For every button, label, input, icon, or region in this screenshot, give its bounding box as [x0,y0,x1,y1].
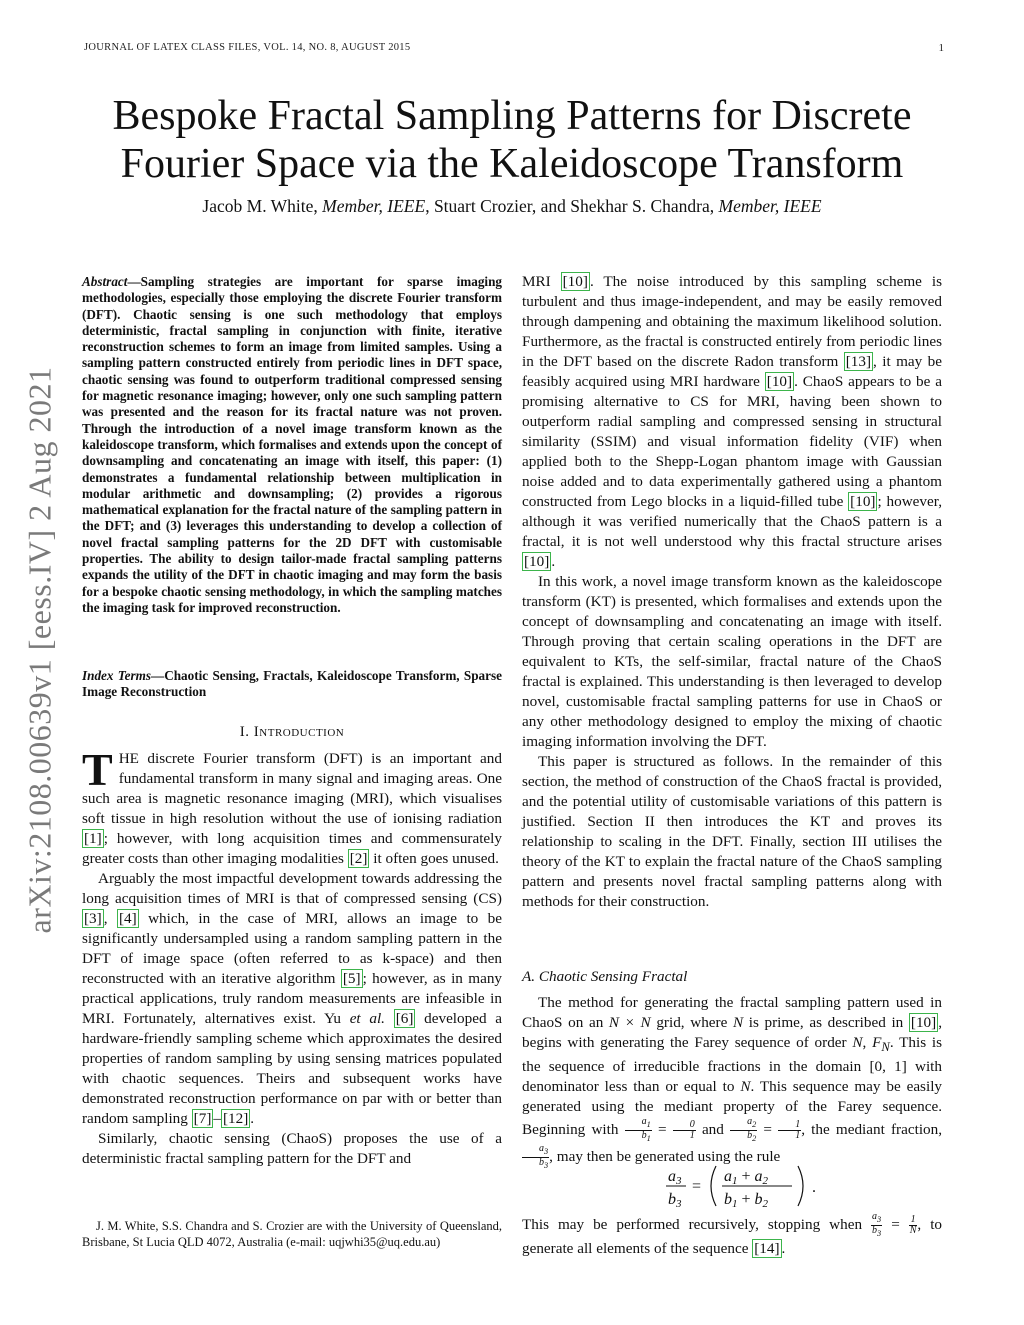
text: , [103,910,117,927]
subsection-heading: A. Chaotic Sensing Fractal [522,968,688,985]
index-terms-text: —Chaotic Sensing, Fractals, Kaleidoscope Transform, Sparse Image Reconstruction [82,668,502,700]
text: This may be performed recursively, stopping when [522,1215,872,1233]
text: with denominator less than or equal to [522,1058,942,1096]
arxiv-stamp [10,350,70,950]
citation-link[interactable]: [2] [349,850,368,867]
subsection-continuation [522,1212,942,1259]
intro-paragraph-2 [82,869,502,1129]
right-paragraph-3: This paper is structured as follows. In the remainder of this section, the method of construction of the ChaoS fractal is provided, and the potential utility of customisable variations of this pattern is justified. Section II then introduces the KT and proves its relationship to scaling in the DFT. Finally, section III utilises the theory of the KT to explain the fractal nature of the ChaoS sampling pattern and presents novel fractal sampling patterns along with methods for their construction. [522,753,942,910]
svg-text:a3: a3 [668,1168,682,1187]
text: , [862,1034,873,1051]
author-3-role: Member, IEEE [718,196,822,216]
right-paragraph-1 [522,272,942,572]
text: it often goes unused. [369,850,499,867]
text: , the mediant fraction, [801,1121,943,1139]
author-2-3: , Stuart Crozier, and Shekhar S. Chandra, [425,196,719,216]
text: HE discrete Fourier transform (DFT) is an important and fundamental transform in many signal and imaging areas. One such area is magnetic resonance imaging (MRI), which visualises soft tissue in high resolution without the use of ionising radiation [82,750,502,827]
author-1-role: Member, IEEE [322,196,426,216]
math-inline: [0, 1] [869,1058,907,1076]
svg-text:.: . [812,1179,816,1196]
title-line-1: Bespoke Fractal Sampling Patterns for Discrete [112,93,912,139]
mediant-equation [522,1162,942,1210]
text: ; however, as in many practical applications, truly random measurements are infeasible in MRI. Fortunately, alternatives exist. Yu [82,970,503,1027]
citation-link[interactable]: [1] [84,830,102,847]
citation-link[interactable]: [10] [910,1014,937,1031]
author-list [60,196,964,217]
intro-paragraph-3: Similarly, chaotic sensing (ChaoS) proposes the use of a deterministic fractal sampling pattern for the DFT and [82,1130,502,1167]
citation-link[interactable]: [12] [222,1110,249,1127]
abstract-text: —Sampling strategies are important for sparse imaging methodologies, especially those employing the discrete Fourier transform (DFT). Chaotic sensing is one such methodology that employs deterministic, fractal sampling in conjunction with finite, iterative reconstruction schemes to form an image from limited samples. Using a sampling pattern constructed entirely from periodic lines in DFT space, chaotic sensing was found to outperform traditional compressed sensing for magnetic resonance imaging; however, only one such sampling pattern was presented and the reason for its fractal nature was not proven. Through the introduction of a novel image transform known as the kaleidoscope transform, which formalises and extends upon the concept of downsampling and concatenating an image with itself, this paper: (1) demonstrates a fundamental relationship between multiplication in modular arithmetic and downsampling; (2) provides a rigorous mathematical explanation for the fractal nature of the sampling pattern in the DFT; and (3) leverages this understanding to develop a collection of novel fractal sampling patterns for the 2D DFT with customisable properties. The ability to design tailor-made fractal sampling patterns expands the utility of the DFT in chaotic imaging and may form the basis for a bespoke chaotic sensing methodology, in which the sampling matches the imaging task for improved reconstruction. [82,274,502,615]
svg-text:a1 + a2: a1 + a2 [724,1168,769,1187]
text: grid, where [650,1014,733,1031]
text: , it may be feasibly acquired using MRI hardware [522,353,943,390]
section-number: I. [239,724,254,740]
fraction-a2-b2: $\frac{a_2}{b_2}$ [730,1117,757,1144]
svg-text:b1 + b2: b1 + b2 [724,1191,769,1210]
citation-link[interactable]: [3] [84,910,102,927]
text [385,1010,394,1027]
citation-link[interactable]: [10] [524,553,550,570]
text: ; however, although it was verified numerically that the ChaoS pattern is a fractal, it is not well understood why this fractal structure arises [522,493,942,550]
text: . [250,1110,255,1127]
text: The method for generating the fractal sampling pattern used in ChaoS on an [522,994,942,1031]
index-terms [82,668,502,701]
fraction-a3-b3: $\frac{a_3}{b_3}$ [522,1144,549,1171]
fraction-a3-b3: $\frac{a_3}{b_3}$ [872,1211,882,1238]
text: . ChaoS appears to be a promising alternative to CS for MRI, having been shown to outperform radial sampling and compressed sensing in structural similarity (SSIM) and visual information fidelity (VIF) when applied both to the Shepp-Logan phantom image with Gaussian noise added and to data experimentally gathered using a phantom constructed from Lego blocks in a liquid-filled tube [522,373,942,510]
dropcap: T [82,744,113,795]
right-column-body [522,272,942,912]
citation-link[interactable]: [10] [850,493,876,510]
text: – [213,1110,221,1127]
text: . This is the sequence of irreducible fractions in the domain [522,1034,943,1076]
text: Arguably the most impactful development towards addressing the long acquisition times of MRI is that of compressed sensing (CS) [82,870,502,907]
citation-link[interactable]: [10] [562,273,588,290]
arxiv-id: arXiv:2108.00639v1 [eess.IV] 2 Aug 2021 [21,366,58,934]
subsection-body [522,993,942,1171]
citation-link[interactable]: [6] [395,1010,414,1027]
text: et al. [349,1010,385,1027]
svg-text:=: = [692,1178,702,1195]
text: ; however, with long acquisition times and commensurately greater costs than other imaging modalities [82,830,502,867]
math-inline: N × N [608,1014,651,1031]
text: . This sequence may be easily generated using the mediant property of the Farey sequence. Beginning with [522,1078,943,1139]
citation-link[interactable]: [13] [845,353,872,370]
math-inline: N [732,1014,744,1031]
footnote-text: J. M. White, S.S. Chandra and S. Crozier are with the University of Queensland, Brisbane, St Lucia QLD 4072, Australia (e-mail: uqjwhi35@uq.edu.au) [82,1219,502,1249]
introduction-body [82,744,503,1169]
text: , to generate all elements of the sequence [522,1215,943,1257]
text: developed a hardware-friendly sampling scheme which approximates the desired properties of random sampling by using sensing matrices populated with chaotic sequences. Theirs and subsequent works have demonstrated reconstruction performance on par with or better than random sampling [82,1010,503,1127]
text: , begins with generating the Farey sequence of order [522,1014,943,1051]
math-inline: F [872,1034,882,1051]
author-1: Jacob M. White, [202,196,323,216]
svg-text:b3: b3 [668,1191,682,1210]
text: , may then be generated using the rule [549,1148,781,1166]
text: and [695,1121,731,1139]
fraction-1-1: $\frac{1}{1}$ [778,1120,801,1141]
index-terms-label: Index Terms [82,668,152,683]
subsection-paragraph-2: This may be performed recursively, stopping when $\frac{a_3}{b_3}$ = $\frac{1}{N}$ , to generate all elements of the sequence [14] . [522,1211,943,1257]
intro-paragraph-1 [82,744,502,869]
text: which, in the case of MRI, allows an image to be significantly undersampled using a random sampling pattern in the DFT of image space (often referred to as k-space) and then reconstructed with an iterative algorithm [82,910,503,987]
paper-title [60,92,964,188]
citation-link[interactable]: [4] [118,910,137,927]
citation-link[interactable]: [14] [754,1240,780,1257]
section-heading-introduction [82,724,502,741]
math-inline: N [852,1034,863,1051]
title-line-2: Fourier Space via the Kaleidoscope Transform [120,141,904,187]
abstract [82,274,502,616]
text: is prime, as described in [743,1014,909,1031]
running-header: JOURNAL OF LATEX CLASS FILES, VOL. 14, NO. 8, AUGUST 2015 [84,42,411,53]
abstract-label: Abstract [82,274,128,289]
math-inline: N [881,1040,890,1055]
subsection-paragraph: The method for generating the fractal sampling pattern used in ChaoS on an N × N grid, where N is prime, as described in [10] , begins with generating the Farey sequence of order N, $F_N$. This is the sequence of irreducible fractions in the domain [0, 1] with denominator less than or equal to N. This sequence may be easily generated using the mediant property of the Farey sequence. Beginning with $\frac{a_1}{b_1}$ = $\frac{0}{1}$ and $\frac{a_2}{b_2}$ = $\frac{1}{1}$ , the mediant fraction, $\frac{a_3}{b_3}$ , may then be generated using the rule [522,994,943,1171]
fraction-a1-b1: $\frac{a_1}{b_1}$ [625,1117,652,1144]
text: . [781,1240,786,1257]
citation-link[interactable]: [10] [766,373,793,390]
page-number: 1 [938,42,944,54]
text: . The noise introduced by this sampling scheme is turbulent and thus image-independent, and may be easily removed through dampening and obtaining the maximum likelihood solution. Furthermore, as the fractal is constructed entirely from periodic lines in the DFT based on the discrete Radon transform [522,273,942,370]
fraction-1-N: $\frac{1}{N}$ [909,1214,917,1236]
citation-link[interactable]: [7] [193,1110,212,1127]
text: MRI [522,273,561,290]
footnote [82,1218,502,1250]
equation-svg [522,1162,942,1210]
citation-link[interactable]: [5] [342,970,361,987]
section-title: Introduction [253,724,345,740]
text: . [551,553,556,570]
math-inline: N [740,1078,751,1096]
right-paragraph-2: In this work, a novel image transform known as the kaleidoscope transform (KT) is presented, which formalises and extends upon the concept of downsampling and concatenating an image with itself. Through proving that certain scaling operations in the DFT are equivalent to KTs, the self-similar, fractal nature of the ChaoS fractal is explained. This understanding is then leveraged to develop novel, customisable fractal sampling patterns for use in ChaoS or any other methodology designed to employ the mixing of chaotic imaging information involving the DFT. [522,573,942,750]
fraction-0-1: $\frac{0}{1}$ [673,1120,696,1141]
